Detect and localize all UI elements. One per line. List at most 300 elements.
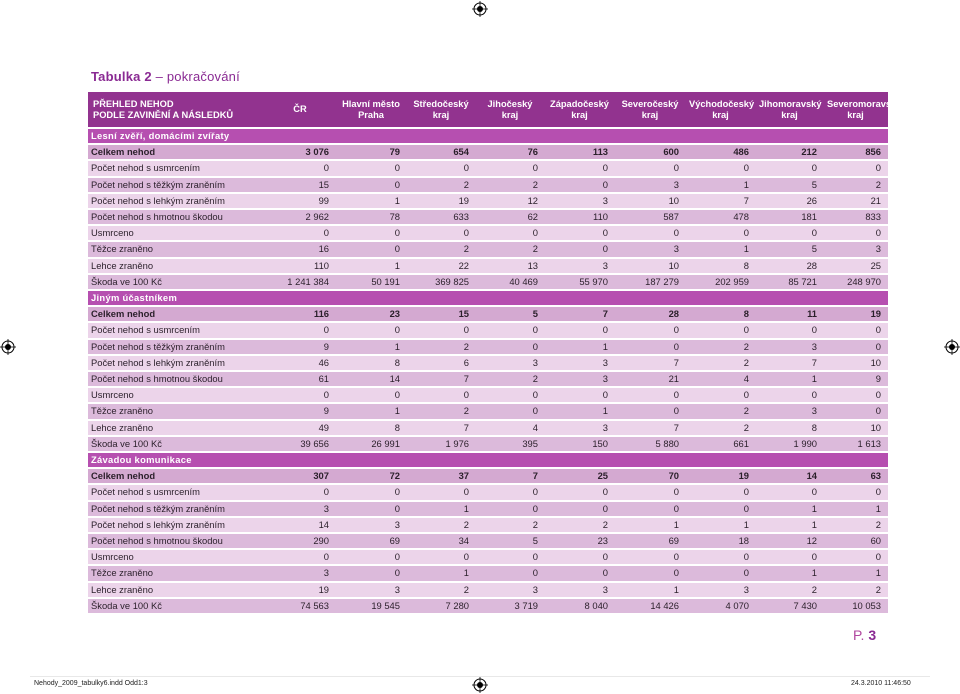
table-cell: 22 [407, 259, 476, 273]
page-number [853, 627, 876, 643]
row-label: Lehce zraněno [88, 421, 265, 435]
table-cell: 7 [407, 421, 476, 435]
table-cell: 0 [686, 566, 756, 580]
table-cell: 0 [824, 404, 888, 418]
table-cell: 3 [615, 242, 686, 256]
table-cell: 0 [545, 226, 615, 240]
table-cell: 18 [686, 534, 756, 548]
table-cell: 2 [407, 340, 476, 354]
table-cell: 28 [615, 307, 686, 321]
table-cell: 0 [476, 550, 545, 564]
table-cell: 2 [686, 356, 756, 370]
table-row [88, 502, 888, 516]
registration-mark-icon [472, 1, 488, 17]
table-cell: 3 [476, 356, 545, 370]
table-cell: 0 [407, 388, 476, 402]
table-row [88, 226, 888, 240]
table-cell: 78 [336, 210, 407, 224]
table-cell: 0 [265, 550, 336, 564]
table-cell: 3 [265, 566, 336, 580]
table-cell: 0 [615, 388, 686, 402]
table-cell: 1 976 [407, 437, 476, 451]
table-row [88, 550, 888, 564]
table-cell: 49 [265, 421, 336, 435]
table-cell: 14 426 [615, 599, 686, 613]
row-label: Počet nehod s lehkým zraněním [88, 356, 265, 370]
table-cell: 2 [824, 178, 888, 192]
table-title [91, 69, 240, 84]
table-cell: 4 070 [686, 599, 756, 613]
table-cell: 2 [686, 421, 756, 435]
table-cell: 0 [336, 388, 407, 402]
table-cell: 0 [265, 161, 336, 175]
row-label: Počet nehod s hmotnou škodou [88, 372, 265, 386]
table-cell: 0 [265, 323, 336, 337]
table-cell: 14 [756, 469, 824, 483]
table-row [88, 323, 888, 337]
table-cell: 8 [336, 421, 407, 435]
row-label: Počet nehod s hmotnou škodou [88, 534, 265, 548]
table-cell: 7 [615, 421, 686, 435]
column-header: Východočeský kraj [686, 92, 756, 127]
table-cell: 0 [476, 485, 545, 499]
table-cell: 1 [336, 259, 407, 273]
table-cell: 61 [265, 372, 336, 386]
table-cell: 3 [336, 583, 407, 597]
table-row [88, 356, 888, 370]
table-cell: 9 [265, 340, 336, 354]
table-cell: 25 [545, 469, 615, 483]
table-cell: 0 [265, 485, 336, 499]
table-cell: 0 [824, 323, 888, 337]
row-label: Usmrceno [88, 226, 265, 240]
table-cell: 26 [756, 194, 824, 208]
row-label: Lehce zraněno [88, 583, 265, 597]
row-label: Škoda ve 100 Kč [88, 437, 265, 451]
table-cell: 9 [265, 404, 336, 418]
table-cell: 0 [615, 485, 686, 499]
table-body [88, 129, 888, 613]
table-cell: 14 [265, 518, 336, 532]
table-row [88, 340, 888, 354]
table-cell: 0 [476, 388, 545, 402]
table-cell: 0 [336, 226, 407, 240]
table-cell: 0 [545, 388, 615, 402]
table-row [88, 485, 888, 499]
table-cell: 3 [824, 242, 888, 256]
table-row [88, 518, 888, 532]
table-row [88, 145, 888, 159]
table-cell: 72 [336, 469, 407, 483]
table-cell: 11 [756, 307, 824, 321]
table-cell: 2 [407, 404, 476, 418]
row-label: Těžce zraněno [88, 566, 265, 580]
table-cell: 0 [336, 323, 407, 337]
header-first-cell [88, 92, 265, 127]
table-cell: 1 [407, 502, 476, 516]
table-cell: 8 [686, 259, 756, 273]
table-cell: 79 [336, 145, 407, 159]
table-cell: 2 [407, 583, 476, 597]
table-cell: 1 [686, 518, 756, 532]
table-row [88, 275, 888, 289]
row-label: Lehce zraněno [88, 259, 265, 273]
table-cell: 2 [476, 242, 545, 256]
table-cell: 587 [615, 210, 686, 224]
table-cell: 0 [476, 340, 545, 354]
row-label: Usmrceno [88, 388, 265, 402]
table-cell: 2 962 [265, 210, 336, 224]
table-cell: 0 [336, 485, 407, 499]
table-cell: 654 [407, 145, 476, 159]
table-row [88, 372, 888, 386]
table-cell: 13 [476, 259, 545, 273]
table-cell: 9 [824, 372, 888, 386]
table-cell: 0 [476, 323, 545, 337]
table-cell: 116 [265, 307, 336, 321]
footer-filename: Nehody_2009_tabulky6.indd Odd1:3 [34, 680, 148, 687]
table-cell: 1 [407, 566, 476, 580]
table-cell: 0 [686, 388, 756, 402]
table-cell: 8 040 [545, 599, 615, 613]
table-cell: 2 [686, 404, 756, 418]
table-title-suffix: – pokračování [155, 69, 240, 84]
table-cell: 0 [615, 226, 686, 240]
table-cell: 3 [545, 356, 615, 370]
table-row [88, 437, 888, 451]
table-cell: 0 [476, 502, 545, 516]
table-cell: 4 [476, 421, 545, 435]
table-cell: 3 [336, 518, 407, 532]
table-cell: 3 [756, 404, 824, 418]
table-cell: 202 959 [686, 275, 756, 289]
registration-mark-icon [0, 339, 16, 355]
table-cell: 5 [756, 242, 824, 256]
table-cell: 0 [265, 388, 336, 402]
table-cell: 34 [407, 534, 476, 548]
table-cell: 181 [756, 210, 824, 224]
row-label: Počet nehod s těžkým zraněním [88, 502, 265, 516]
row-label: Škoda ve 100 Kč [88, 599, 265, 613]
table-cell: 0 [686, 485, 756, 499]
table-cell: 1 [756, 518, 824, 532]
row-label: Celkem nehod [88, 307, 265, 321]
table-cell: 7 [756, 356, 824, 370]
table-row [88, 178, 888, 192]
table-cell: 60 [824, 534, 888, 548]
table-cell: 55 970 [545, 275, 615, 289]
table-cell: 0 [756, 226, 824, 240]
table-cell: 0 [545, 550, 615, 564]
table-cell: 0 [615, 340, 686, 354]
table-cell: 3 [615, 178, 686, 192]
section-header-row [88, 129, 888, 143]
table-cell: 6 [407, 356, 476, 370]
section-title: Jiným účastníkem [88, 291, 888, 305]
table-cell: 0 [545, 242, 615, 256]
table-cell: 633 [407, 210, 476, 224]
row-label: Počet nehod s usmrcením [88, 485, 265, 499]
table-cell: 7 [407, 372, 476, 386]
table-cell: 2 [407, 178, 476, 192]
registration-mark-icon [472, 677, 488, 693]
table-cell: 3 [545, 583, 615, 597]
table-cell: 2 [476, 178, 545, 192]
table-cell: 0 [615, 404, 686, 418]
table-cell: 0 [545, 178, 615, 192]
table-cell: 0 [407, 485, 476, 499]
table-cell: 8 [756, 421, 824, 435]
table-cell: 2 [824, 518, 888, 532]
table-cell: 1 [756, 502, 824, 516]
table-cell: 1 [615, 583, 686, 597]
column-header: Jihomoravský kraj [756, 92, 824, 127]
table-cell: 0 [686, 161, 756, 175]
table-cell: 2 [756, 583, 824, 597]
table-cell: 0 [756, 388, 824, 402]
table-cell: 0 [686, 550, 756, 564]
table-row [88, 242, 888, 256]
table-cell: 0 [407, 161, 476, 175]
table-cell: 2 [476, 518, 545, 532]
row-label: Počet nehod s usmrcením [88, 161, 265, 175]
table-cell: 0 [336, 242, 407, 256]
footer-timestamp: 24.3.2010 11:46:50 [851, 680, 911, 687]
table-cell: 0 [615, 502, 686, 516]
row-label: Celkem nehod [88, 469, 265, 483]
table-row [88, 583, 888, 597]
table-cell: 150 [545, 437, 615, 451]
table-cell: 28 [756, 259, 824, 273]
table-cell: 0 [824, 388, 888, 402]
table-cell: 14 [336, 372, 407, 386]
table-cell: 21 [615, 372, 686, 386]
table-row [88, 259, 888, 273]
table-cell: 113 [545, 145, 615, 159]
table-cell: 23 [545, 534, 615, 548]
table-cell: 187 279 [615, 275, 686, 289]
table-cell: 0 [686, 226, 756, 240]
table-cell: 0 [824, 485, 888, 499]
column-header: Severočeský kraj [615, 92, 686, 127]
table-cell: 3 719 [476, 599, 545, 613]
table-cell: 3 [265, 502, 336, 516]
table-cell: 2 [824, 583, 888, 597]
table-cell: 10 [824, 356, 888, 370]
table-cell: 19 [265, 583, 336, 597]
table-cell: 5 [756, 178, 824, 192]
row-label: Celkem nehod [88, 145, 265, 159]
column-header: Severomoravský kraj [824, 92, 888, 127]
section-header-row [88, 291, 888, 305]
header-title-line2: PODLE ZAVINĚNÍ A NÁSLEDKŮ [93, 109, 234, 120]
table-cell: 0 [545, 502, 615, 516]
table-cell: 395 [476, 437, 545, 451]
table-cell: 74 563 [265, 599, 336, 613]
table-cell: 478 [686, 210, 756, 224]
table-cell: 62 [476, 210, 545, 224]
table-cell: 0 [336, 550, 407, 564]
section-header-row [88, 453, 888, 467]
table-cell: 0 [615, 550, 686, 564]
table-cell: 7 [545, 307, 615, 321]
table-cell: 1 [545, 404, 615, 418]
table-cell: 3 076 [265, 145, 336, 159]
table-cell: 15 [407, 307, 476, 321]
section-title: Závadou komunikace [88, 453, 888, 467]
table-cell: 1 241 384 [265, 275, 336, 289]
table-cell: 2 [686, 340, 756, 354]
table-cell: 0 [407, 323, 476, 337]
table-cell: 3 [545, 194, 615, 208]
table-cell: 16 [265, 242, 336, 256]
table-cell: 7 [476, 469, 545, 483]
table-cell: 19 [686, 469, 756, 483]
table-cell: 1 [824, 566, 888, 580]
table-cell: 0 [615, 161, 686, 175]
table-cell: 2 [545, 518, 615, 532]
table-cell: 0 [545, 485, 615, 499]
table-cell: 3 [686, 583, 756, 597]
table-row [88, 469, 888, 483]
row-label: Počet nehod s těžkým zraněním [88, 340, 265, 354]
table-cell: 19 [407, 194, 476, 208]
table-cell: 5 [476, 534, 545, 548]
table-row [88, 534, 888, 548]
table-cell: 46 [265, 356, 336, 370]
table-cell: 5 880 [615, 437, 686, 451]
table-cell: 0 [756, 485, 824, 499]
table-cell: 1 [686, 178, 756, 192]
table-cell: 0 [545, 161, 615, 175]
table-cell: 1 990 [756, 437, 824, 451]
table-cell: 0 [756, 550, 824, 564]
row-label: Usmrceno [88, 550, 265, 564]
table-row [88, 599, 888, 613]
table-cell: 1 [336, 194, 407, 208]
table-row [88, 307, 888, 321]
table-cell: 63 [824, 469, 888, 483]
column-header: Hlavní město Praha [336, 92, 407, 127]
table-cell: 1 613 [824, 437, 888, 451]
table-cell: 15 [265, 178, 336, 192]
row-label: Těžce zraněno [88, 404, 265, 418]
table-cell: 21 [824, 194, 888, 208]
table-row [88, 566, 888, 580]
table-cell: 0 [336, 178, 407, 192]
row-label: Počet nehod s hmotnou škodou [88, 210, 265, 224]
table-cell: 19 [824, 307, 888, 321]
table-cell: 3 [756, 340, 824, 354]
table-cell: 0 [615, 323, 686, 337]
table-cell: 12 [476, 194, 545, 208]
table-cell: 212 [756, 145, 824, 159]
table-cell: 0 [407, 226, 476, 240]
table-cell: 23 [336, 307, 407, 321]
table-cell: 8 [686, 307, 756, 321]
table-cell: 37 [407, 469, 476, 483]
section-title: Lesní zvěří, domácími zvířaty [88, 129, 888, 143]
header-title-line1: PŘEHLED NEHOD [93, 98, 174, 109]
table-cell: 10 [824, 421, 888, 435]
table-cell: 26 991 [336, 437, 407, 451]
table-cell: 7 [686, 194, 756, 208]
table-cell: 110 [265, 259, 336, 273]
row-label: Počet nehod s lehkým zraněním [88, 194, 265, 208]
table-cell: 1 [824, 502, 888, 516]
row-label: Počet nehod s usmrcením [88, 323, 265, 337]
table-cell: 0 [476, 226, 545, 240]
table-cell: 290 [265, 534, 336, 548]
table-cell: 0 [476, 404, 545, 418]
table-cell: 0 [265, 226, 336, 240]
table-cell: 69 [336, 534, 407, 548]
table-cell: 0 [336, 502, 407, 516]
table-cell: 0 [545, 323, 615, 337]
table-cell: 0 [824, 550, 888, 564]
table-cell: 486 [686, 145, 756, 159]
table-cell: 10 053 [824, 599, 888, 613]
row-label: Počet nehod s lehkým zraněním [88, 518, 265, 532]
table-row [88, 404, 888, 418]
table-cell: 1 [336, 340, 407, 354]
table-cell: 1 [756, 372, 824, 386]
table-cell: 0 [686, 323, 756, 337]
table-cell: 3 [545, 259, 615, 273]
table-row [88, 210, 888, 224]
table-cell: 2 [476, 372, 545, 386]
table-cell: 10 [615, 194, 686, 208]
table-cell: 3 [545, 372, 615, 386]
table-cell: 661 [686, 437, 756, 451]
table-cell: 307 [265, 469, 336, 483]
table-cell: 110 [545, 210, 615, 224]
table-cell: 39 656 [265, 437, 336, 451]
table-cell: 76 [476, 145, 545, 159]
slug-divider [30, 676, 930, 677]
table-cell: 600 [615, 145, 686, 159]
table-cell: 1 [686, 242, 756, 256]
table-cell: 0 [824, 161, 888, 175]
table-cell: 25 [824, 259, 888, 273]
table-cell: 0 [824, 340, 888, 354]
table-cell: 1 [336, 404, 407, 418]
table-cell: 0 [824, 226, 888, 240]
table-row [88, 388, 888, 402]
table-title-label: Tabulka 2 [91, 69, 152, 84]
table-row [88, 421, 888, 435]
table-cell: 2 [407, 518, 476, 532]
table-cell: 0 [756, 161, 824, 175]
table-cell: 2 [407, 242, 476, 256]
table-cell: 99 [265, 194, 336, 208]
table-cell: 7 280 [407, 599, 476, 613]
table-cell: 1 [756, 566, 824, 580]
table-cell: 0 [476, 161, 545, 175]
table-cell: 10 [615, 259, 686, 273]
row-label: Škoda ve 100 Kč [88, 275, 265, 289]
table-cell: 833 [824, 210, 888, 224]
table-cell: 0 [615, 566, 686, 580]
table-cell: 40 469 [476, 275, 545, 289]
table-header-row [88, 92, 888, 127]
column-header: ČR [265, 92, 336, 127]
table-cell: 0 [545, 566, 615, 580]
registration-mark-icon [944, 339, 960, 355]
table-cell: 7 430 [756, 599, 824, 613]
table-row [88, 161, 888, 175]
table-cell: 5 [476, 307, 545, 321]
